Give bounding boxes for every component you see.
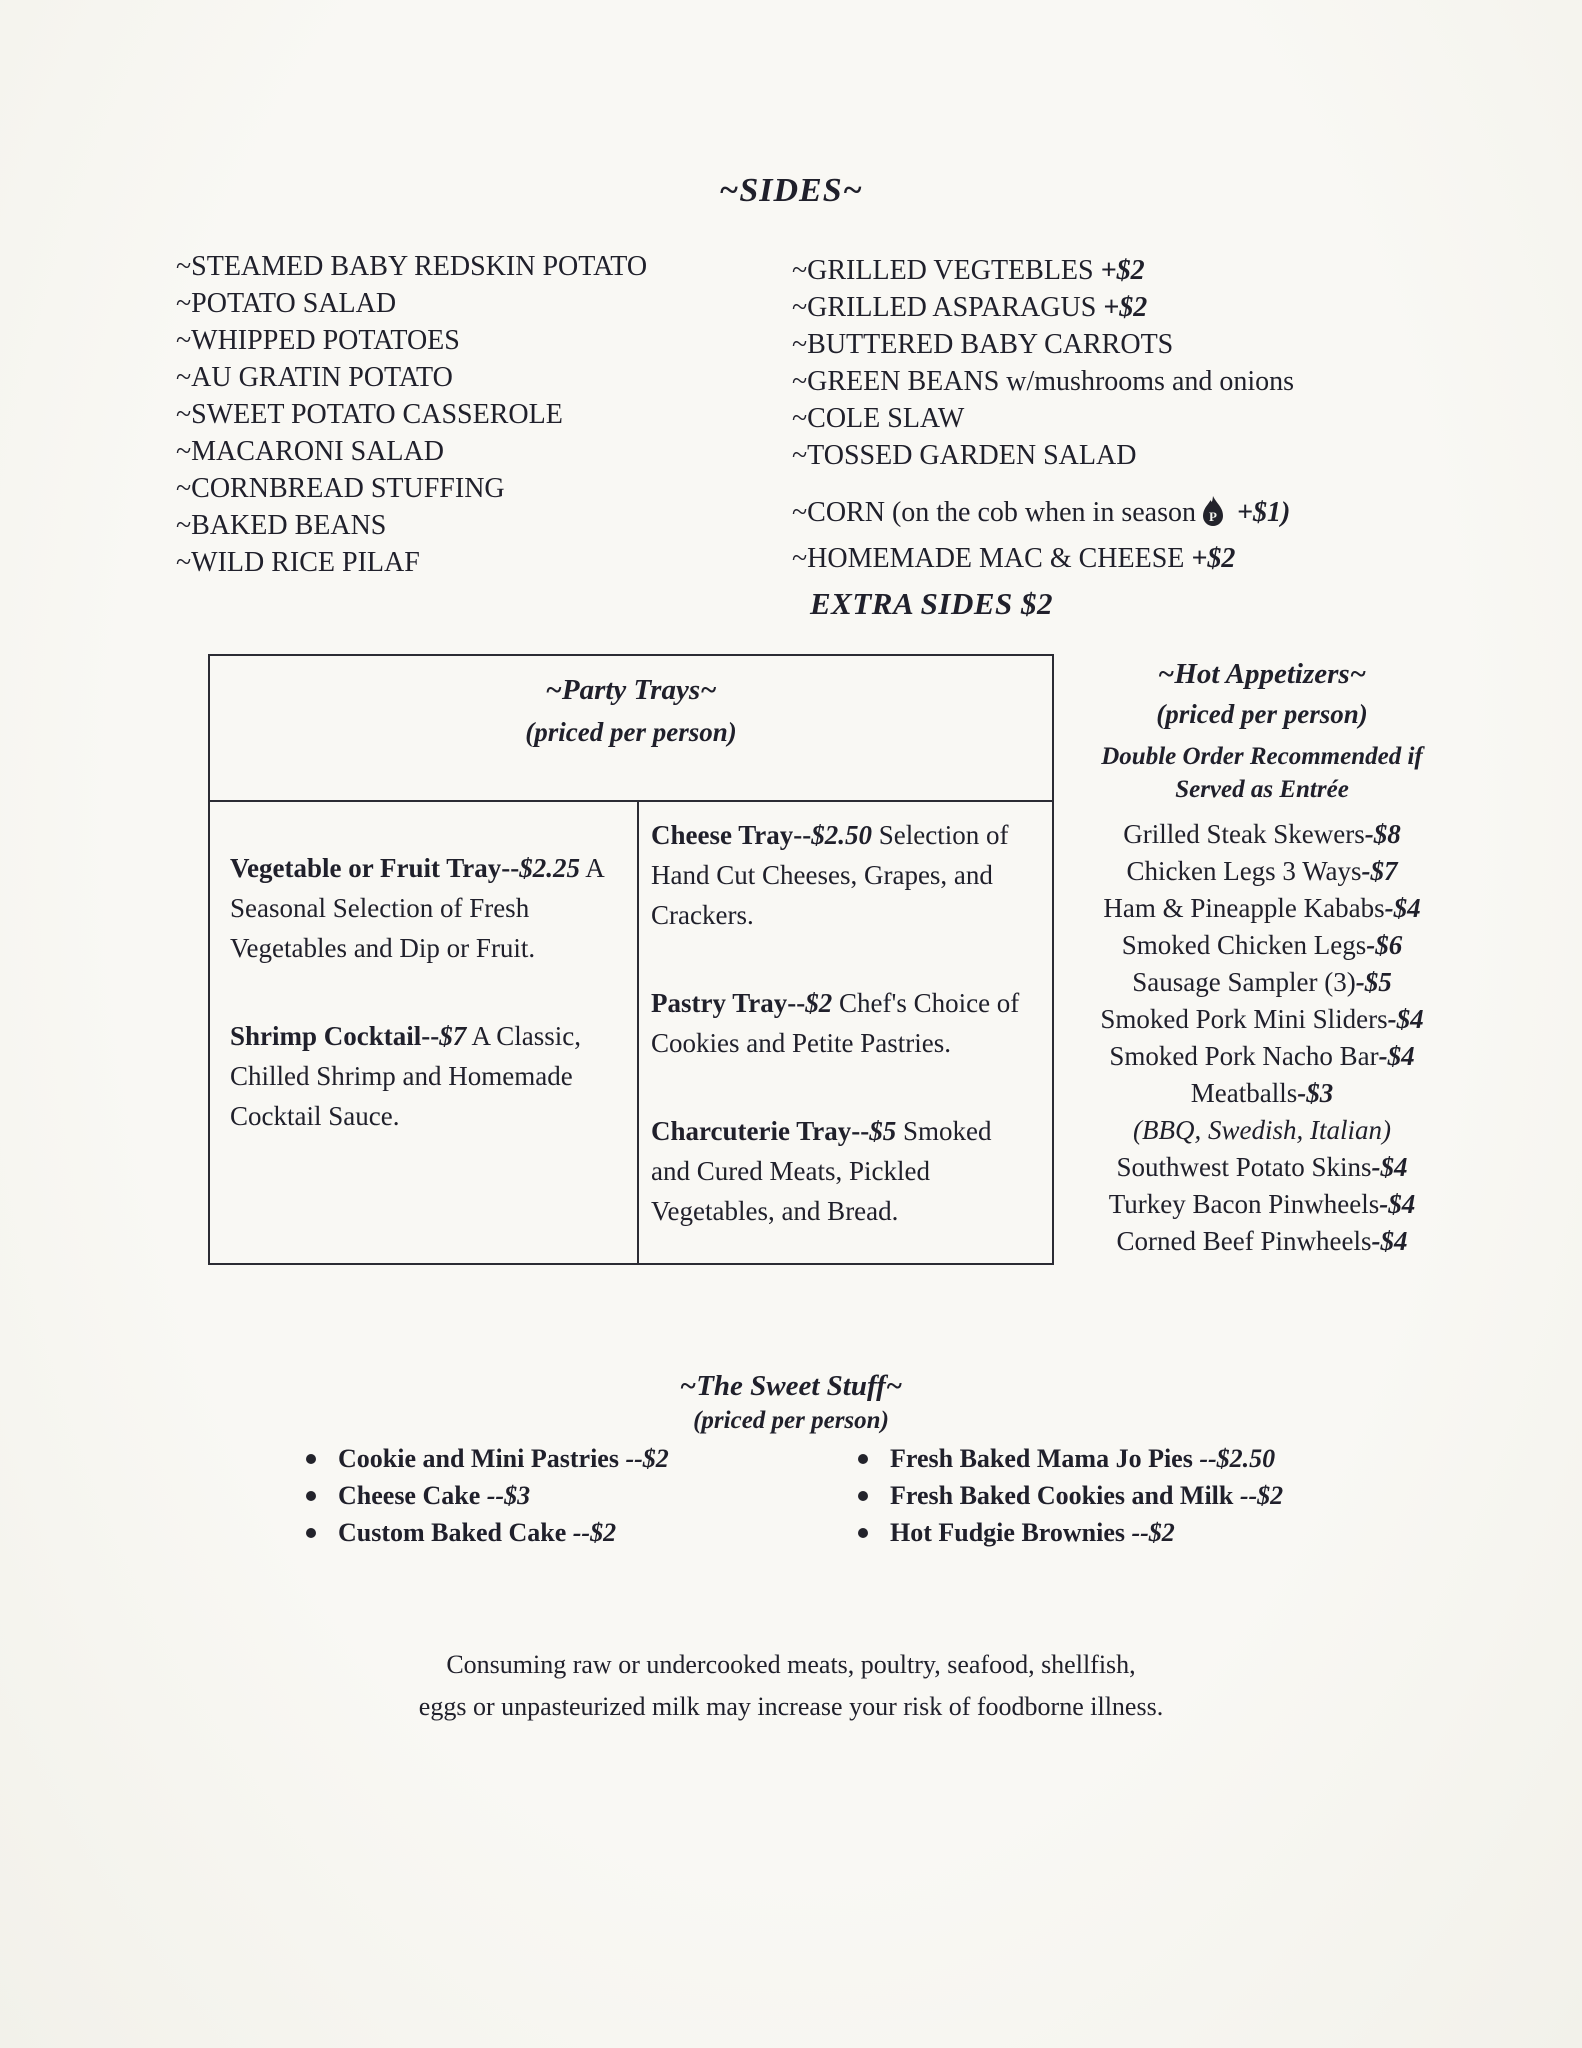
bullet-icon <box>858 1491 868 1501</box>
sweet-stuff-right-list <box>858 1440 1283 1551</box>
item-price: -$4 <box>1379 1189 1416 1219</box>
item-price: -$3 <box>1297 1078 1334 1108</box>
item-price: -$4 <box>1371 1152 1408 1182</box>
bullet-icon <box>306 1454 316 1464</box>
note-line: Double Order Recommended if <box>1101 743 1423 770</box>
side-item: ~SWEET POTATO CASSEROLE <box>176 399 563 430</box>
party-trays-header <box>210 656 1052 802</box>
appetizer-item <box>1056 1149 1468 1186</box>
item-price: --$2 <box>1239 1481 1284 1510</box>
side-item <box>792 437 1294 474</box>
bullet-icon <box>858 1528 868 1538</box>
side-item <box>792 252 1294 289</box>
item-name: Chicken Legs 3 Ways <box>1126 856 1362 886</box>
entry-description: A Seasonal Selection of Fresh Vegetables and Dip or Fruit. <box>230 853 604 963</box>
party-trays-right-cell <box>639 802 1052 1263</box>
sweet-item <box>306 1477 669 1514</box>
side-item: ~BAKED BEANS <box>176 510 387 541</box>
party-trays-subtitle: (priced per person) <box>525 717 737 747</box>
party-trays-left-cell <box>210 802 639 1263</box>
item-name: Fresh Baked Cookies and Milk <box>890 1481 1240 1510</box>
side-item <box>792 363 1294 400</box>
sweet-stuff-header <box>0 1370 1582 1435</box>
sweet-item <box>306 1440 669 1477</box>
appetizer-item <box>1056 890 1468 927</box>
flame-icon <box>1198 494 1228 540</box>
hot-appetizers-note <box>1056 740 1468 806</box>
item-name: Southwest Potato Skins <box>1116 1152 1372 1182</box>
sweet-stuff-title: ~The Sweet Stuff~ <box>679 1370 903 1402</box>
side-item-label: ~GREEN BEANS w/mushrooms and onions <box>792 366 1295 397</box>
disclaimer-line: eggs or unpasteurized milk may increase your risk of foodborne illness. <box>418 1692 1164 1721</box>
appetizer-item <box>1056 1223 1468 1260</box>
bullet-icon <box>306 1491 316 1501</box>
entry-description: Smoked and Cured Meats, Pickled Vegetables, and Bread. <box>651 1116 992 1226</box>
entry-price: $2 <box>805 988 833 1018</box>
svg-text:P: P <box>1209 509 1217 524</box>
item-price: -$6 <box>1366 930 1403 960</box>
sweet-stuff-subtitle: (priced per person) <box>693 1407 889 1434</box>
menu-entry <box>651 815 1028 935</box>
side-item-price: +$2 <box>1191 543 1236 574</box>
entry-name: Pastry Tray-- <box>651 988 806 1018</box>
menu-entry <box>651 983 1028 1063</box>
party-trays-body <box>210 802 1052 1263</box>
side-item-price: +$2 <box>1103 292 1148 323</box>
item-name: Meatballs <box>1190 1078 1298 1108</box>
item-name: Grilled Steak Skewers <box>1123 819 1365 849</box>
side-item: ~MACARONI SALAD <box>176 436 444 467</box>
side-item-label: ~GRILLED VEGTEBLES <box>792 255 1101 286</box>
disclaimer-line: Consuming raw or undercooked meats, poultry, seafood, shellfish, <box>446 1650 1136 1679</box>
sweet-item <box>858 1440 1283 1477</box>
menu-entry <box>230 848 609 968</box>
item-name: Turkey Bacon Pinwheels <box>1108 1189 1380 1219</box>
item-name: Corned Beef Pinwheels <box>1116 1226 1372 1256</box>
side-item: ~WILD RICE PILAF <box>176 547 420 578</box>
sweet-stuff-left-list <box>306 1440 669 1551</box>
sides-left-column <box>176 248 647 581</box>
extra-sides-note: EXTRA SIDES $2 <box>810 586 1054 621</box>
hot-appetizers-section <box>1056 658 1468 1260</box>
item-name: Custom Baked Cake <box>338 1518 573 1547</box>
side-item <box>792 326 1294 363</box>
item-price: -$5 <box>1355 967 1392 997</box>
entry-description: Chef's Choice of Cookies and Petite Pastries. <box>651 988 1020 1058</box>
disclaimer <box>0 1644 1582 1728</box>
entry-description: Selection of Hand Cut Cheeses, Grapes, and Crackers. <box>651 820 1009 930</box>
entry-price: $2.50 <box>811 820 872 850</box>
item-name: Hot Fudgie Brownies <box>890 1518 1132 1547</box>
menu-entry <box>230 1016 609 1136</box>
hot-appetizers-list <box>1056 816 1468 1260</box>
item-price: -$4 <box>1378 1041 1415 1071</box>
appetizer-item <box>1056 1038 1468 1075</box>
side-item-price: +$2 <box>1100 255 1145 286</box>
item-name: Smoked Pork Nacho Bar <box>1109 1041 1379 1071</box>
party-trays-section <box>208 654 1054 1265</box>
item-name: Cookie and Mini Pastries <box>338 1444 626 1473</box>
item-price: -$7 <box>1361 856 1398 886</box>
side-item-label: ~COLE SLAW <box>792 403 965 434</box>
side-item-label: ~BUTTERED BABY CARROTS <box>792 329 1174 360</box>
note-line: Served as Entrée <box>1175 776 1349 803</box>
side-item-label: ~GRILLED ASPARAGUS <box>792 292 1104 323</box>
entry-price: $5 <box>869 1116 897 1146</box>
menu-entry <box>651 1111 1028 1231</box>
side-item-price: +$1) <box>1229 497 1291 528</box>
item-price: -$4 <box>1384 893 1421 923</box>
side-item: ~POTATO SALAD <box>176 288 397 319</box>
entry-name: Charcuterie Tray-- <box>651 1116 870 1146</box>
side-item-corn <box>792 494 1294 540</box>
side-item-label: ~CORN (on the cob when in season <box>792 497 1196 528</box>
bullet-icon <box>306 1528 316 1538</box>
side-item <box>792 400 1294 437</box>
side-item: ~WHIPPED POTATOES <box>176 325 460 356</box>
bullet-icon <box>858 1454 868 1464</box>
side-item <box>792 289 1294 326</box>
appetizer-item <box>1056 853 1468 890</box>
item-price: -$4 <box>1371 1226 1408 1256</box>
side-item: ~AU GRATIN POTATO <box>176 362 453 393</box>
appetizer-item <box>1056 816 1468 853</box>
entry-name: Vegetable or Fruit Tray-- <box>230 853 520 883</box>
item-price: --$3 <box>486 1481 531 1510</box>
item-price: --$2 <box>572 1518 617 1547</box>
sweet-item <box>858 1477 1283 1514</box>
appetizer-item <box>1056 1186 1468 1223</box>
side-item-label: ~TOSSED GARDEN SALAD <box>792 440 1137 471</box>
entry-name: Cheese Tray-- <box>651 820 812 850</box>
page-title: ~SIDES~ <box>718 172 864 209</box>
item-name: Smoked Pork Mini Sliders <box>1100 1004 1388 1034</box>
appetizer-item <box>1056 1001 1468 1038</box>
item-price: -$8 <box>1364 819 1401 849</box>
sweet-item <box>306 1514 669 1551</box>
appetizer-item <box>1056 927 1468 964</box>
appetizer-item <box>1056 964 1468 1001</box>
sides-right-column <box>792 252 1294 622</box>
side-item-label: ~HOMEMADE MAC & CHEESE <box>792 543 1192 574</box>
entry-price: $2.25 <box>519 853 580 883</box>
item-price: --$2 <box>625 1444 669 1473</box>
appetizer-item-note <box>1056 1112 1468 1149</box>
item-name: Fresh Baked Mama Jo Pies <box>890 1444 1200 1473</box>
appetizer-item <box>1056 1075 1468 1112</box>
sweet-item <box>858 1514 1283 1551</box>
item-price: -$4 <box>1387 1004 1424 1034</box>
item-price: --$2 <box>1131 1518 1175 1547</box>
item-name: Sausage Sampler (3) <box>1132 967 1356 997</box>
item-name: Ham & Pineapple Kababs <box>1103 893 1385 923</box>
side-item-mac-cheese <box>792 540 1294 577</box>
entry-price: $7 <box>439 1021 467 1051</box>
side-item: ~CORNBREAD STUFFING <box>176 473 505 504</box>
entry-name: Shrimp Cocktail-- <box>230 1021 440 1051</box>
item-name: Cheese Cake <box>338 1481 487 1510</box>
item-price: --$2.50 <box>1199 1444 1276 1473</box>
side-item: ~STEAMED BABY REDSKIN POTATO <box>176 251 648 282</box>
item-name: (BBQ, Swedish, Italian) <box>1133 1115 1391 1145</box>
entry-description: A Classic, Chilled Shrimp and Homemade Cocktail Sauce. <box>230 1021 582 1131</box>
party-trays-title: ~Party Trays~ <box>545 674 717 706</box>
hot-appetizers-title: ~Hot Appetizers~ <box>1157 658 1367 690</box>
hot-appetizers-subtitle: (priced per person) <box>1156 699 1368 729</box>
item-name: Smoked Chicken Legs <box>1121 930 1367 960</box>
